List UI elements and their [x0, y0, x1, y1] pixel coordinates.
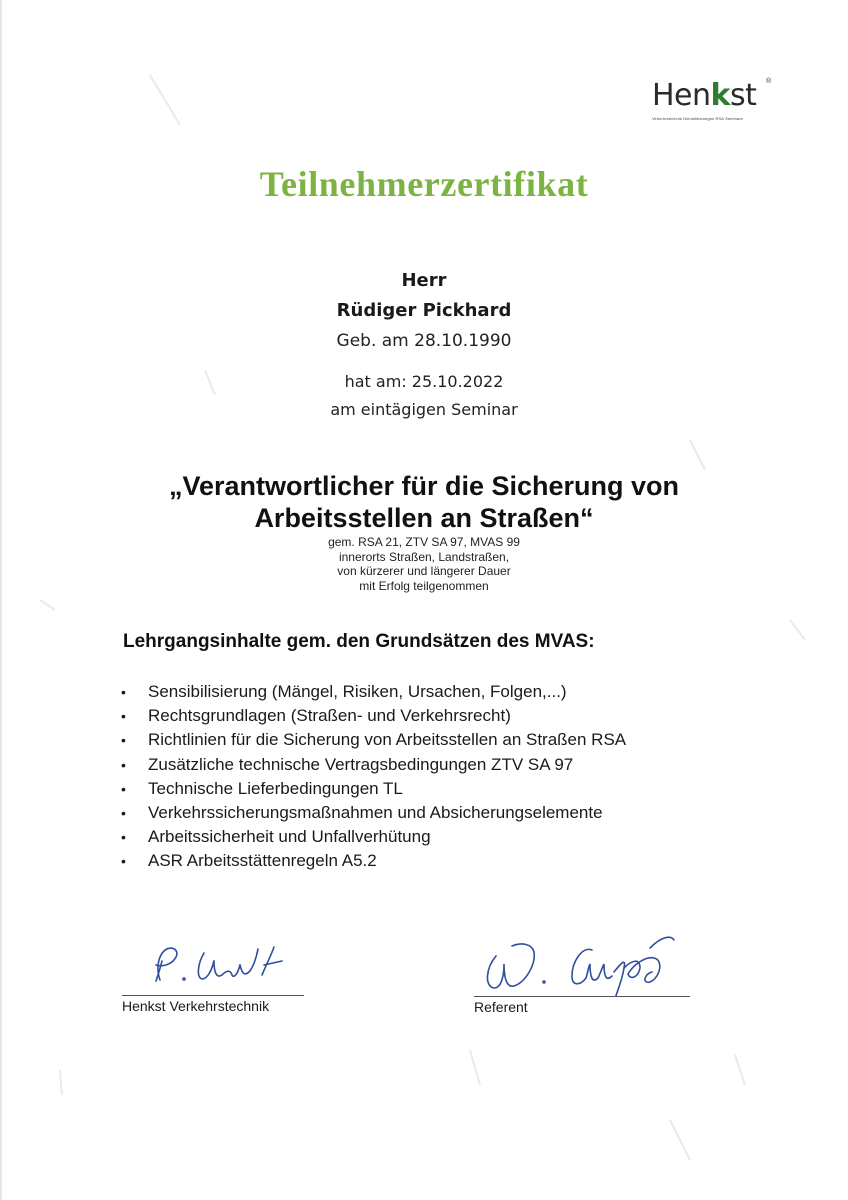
- participant-info: [0, 266, 848, 356]
- list-item-text: Rechtsgrundlagen (Straßen- und Verkehrsrecht): [148, 706, 511, 726]
- bullet-icon: •: [121, 732, 126, 749]
- course-detail-line: gem. RSA 21, ZTV SA 97, MVAS 99: [328, 535, 520, 549]
- bullet-icon: •: [121, 829, 126, 846]
- list-item-text: Technische Lieferbedingungen TL: [148, 778, 403, 798]
- list-item: [121, 753, 626, 777]
- handwritten-signature-icon: [122, 935, 304, 995]
- list-item-text: Richtlinien für die Sicherung von Arbeitsstellen an Straßen RSA: [148, 730, 627, 750]
- course-detail-line: von kürzerer und längerer Dauer: [337, 564, 511, 578]
- signature-block-company: [122, 935, 304, 1014]
- handwritten-signature-icon: [474, 928, 690, 996]
- bullet-icon: •: [121, 756, 126, 773]
- bullet-icon: •: [121, 805, 126, 822]
- logo-wordmark: [652, 76, 756, 116]
- attendance-date: hat am: 25.10.2022: [344, 372, 504, 391]
- bullet-icon: •: [121, 708, 126, 725]
- course-detail-line: mit Erfolg teilgenommen: [359, 578, 489, 593]
- list-item-text: Zusätzliche technische Vertragsbedingungen ZTV SA 97: [148, 754, 574, 774]
- logo-wordmark-prefix: Hen: [652, 78, 711, 113]
- list-item-text: Verkehrssicherungsmaßnahmen und Absicherungselemente: [148, 803, 603, 823]
- list-item-text: ASR Arbeitsstättenregeln A5.2: [148, 851, 377, 871]
- certificate-title: Teilnehmerzertifikat: [259, 164, 589, 204]
- list-item: [121, 704, 626, 728]
- bullet-icon: •: [121, 853, 126, 870]
- participant-birth-date: Geb. am 28.10.1990: [336, 331, 512, 351]
- list-item: [121, 801, 626, 825]
- signature-line: [122, 995, 304, 996]
- list-item-text: Sensibilisierung (Mängel, Risiken, Ursachen, Folgen,...): [148, 682, 567, 701]
- course-contents-list: [121, 680, 626, 874]
- signature-label-company: Henkst Verkehrstechnik: [122, 998, 270, 1014]
- course-info: [0, 470, 848, 593]
- registered-trademark-icon: ®: [766, 78, 772, 85]
- bullet-icon: •: [121, 684, 126, 700]
- list-item: [121, 728, 626, 752]
- course-title-line-2: Arbeitsstellen an Straßen“: [254, 503, 594, 533]
- list-item: [121, 849, 626, 873]
- list-item: [121, 777, 626, 801]
- participant-name: Rüdiger Pickhard: [336, 300, 512, 321]
- course-details: [0, 535, 848, 593]
- signature-label-referent: Referent: [474, 999, 528, 1015]
- list-item: [121, 680, 626, 704]
- attendance-info: [0, 368, 848, 424]
- logo-tagline: Verkehrstechnik Dienstleistungen RSA Seminare: [652, 116, 743, 121]
- henkst-logo: [652, 72, 777, 128]
- signature-block-referent: [474, 928, 690, 1015]
- course-detail-line: innerorts Straßen, Landstraßen,: [338, 549, 510, 564]
- logo-wordmark-suffix: st: [729, 78, 757, 113]
- list-item: [121, 825, 626, 849]
- signature-line: [474, 996, 690, 997]
- list-item-text: Arbeitssicherheit und Unfallverhütung: [148, 827, 431, 847]
- course-title-line-1: „Verantwortlicher für die Sicherung von: [168, 471, 680, 501]
- participant-salutation: Herr: [401, 270, 447, 291]
- bullet-icon: •: [121, 780, 126, 797]
- logo-wordmark-highlight: k: [710, 78, 730, 113]
- seminar-type: am eintägigen Seminar: [330, 400, 518, 419]
- course-contents-heading: Lehrgangsinhalte gem. den Grundsätzen des MVAS:: [123, 631, 595, 652]
